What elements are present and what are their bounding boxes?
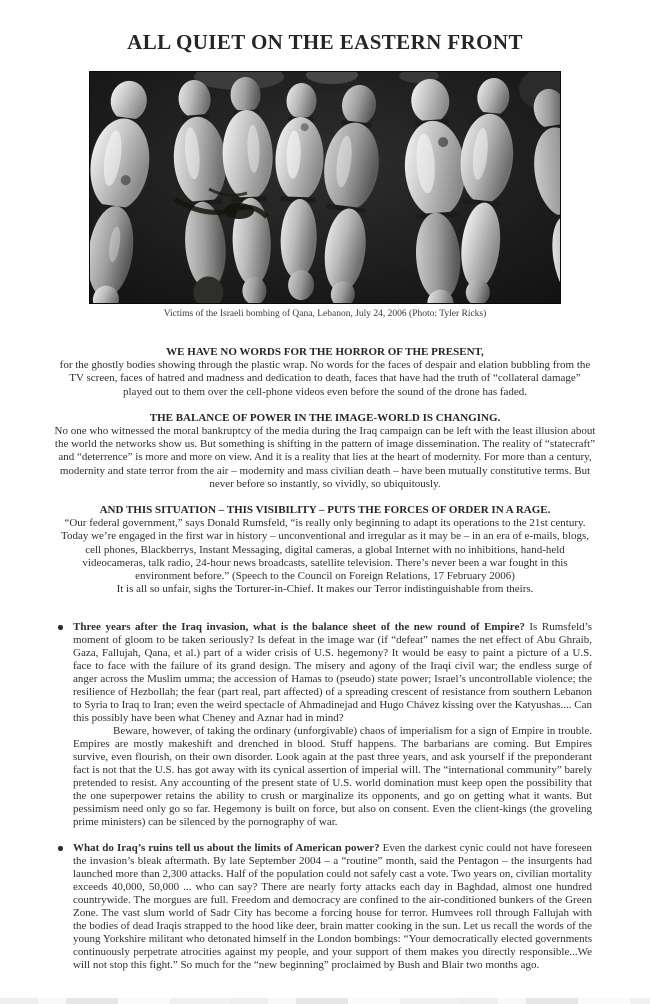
bullet-item-iraq-ruins <box>58 842 592 972</box>
bullet-text-block <box>73 842 592 972</box>
bullet-paragraph <box>73 842 592 972</box>
section-balance-heading: THE BALANCE OF POWER IN THE IMAGE-WORLD IS CHANGING. <box>149 411 501 424</box>
section-forces-heading: AND THIS SITUATION – THIS VISIBILITY – PUTS THE FORCES OF ORDER IN A RAGE. <box>99 504 551 517</box>
bullet-lead: Three years after the Iraq invasion, what is the balance sheet of the new round of Empire? <box>73 621 525 634</box>
bullet-lead: What do Iraq’s ruins tell us about the limits of American power? <box>73 842 380 855</box>
bullet-list <box>58 621 592 972</box>
section-balance-of-power <box>54 412 596 491</box>
section-forces-of-order <box>54 504 596 596</box>
bullet-paragraph-2: Beware, however, of taking the ordinary (unforgivable) chaos of imperialism for a sign of Empire in trouble. Empires are mostly makeshift and drenched in blood. Stuff happens. The barbarians are coming. But Empires survive, even flourish, on their own disorder. Look again at the past three years, and ask yourself if the preponderant fact is not that the U.S. has got away with its cynical assertion of imperial will. The “international community” barely pretended to resist. Any accounting of the present state of U.S. world domination must keep open the possibility that the one superpower retains the ability to crush or marginalize its opponents, and go on getting what it wants. But pessimism need only go so far. Hegemony is built on force, but also on consent. Even the client-kings (the groveling prime ministers) can be silenced by the pornography of war. <box>73 725 592 829</box>
photo-caption: Victims of the Israeli bombing of Qana, Lebanon, July 24, 2006 (Photo: Tyler Ricks) <box>163 309 487 319</box>
page-title: ALL QUIET ON THE EASTERN FRONT <box>127 30 523 54</box>
next-page-edge <box>0 998 650 1004</box>
bullet-body: Even the darkest cynic could not have foreseen the invasion’s bleak aftermath. By late September 2004 – a “routine” month, said the Pentagon – the insurgents had launched more than 2,300 attacks. Half of the population could not safely cast a vote. Two years on, civilian mortality exceeds 40,000, 50,000 ... who can say? There are nearly forty attacks each day in Baghdad, almost one hundred countrywide. The morgues are full. Freedom and democracy are confined to the air-conditioned bunkers of the Green Zone. The vast slum world of Sadr City has become a forcing house for terror. Humvees roll through Fallujah with the bodies of dead Iraqis strapped to the hood like deer, brain matter cooking in the sun. Let us recall the words of the young Yorkshire militant who detonated himself in the London bombings: “Your democratically elected governments continuously perpetrate atrocities against my people, and your support of them makes you directly responsible...We will not stop this fight.” So much for the “new beginning” proclaimed by Bush and Blair two months ago. <box>73 842 592 972</box>
bullet-paragraph <box>73 621 592 725</box>
section-forces-body: “Our federal government,” says Donald Rumsfeld, “is really only beginning to adapt its operations to the 21st century. Today we’re engaged in the first war in history – unconventional and irregular as it may be – in an era of e-mails, blogs, cell phones, Blackberrys, Instant Messaging, digital cameras, a global Internet with no inhibitions, hand-held videocameras, talk radio, 24-hour news broadcasts, satellite television. There’s never been a war fought in this environment before.” (Speech to the Council on Foreign Relations, 17 February 2006) <box>61 517 589 583</box>
body-bags-photo <box>89 71 561 304</box>
section-balance-body: No one who witnessed the moral bankruptcy of the media during the Iraq campaign can be left with the least illusion about the world the networks show us. But something is shifting in the pattern of image dissemination. The reality of “statecraft” and “deterrence” is more and more on view. And it is a reality that lies at the heart of modernity. For more than a century, modernity and state terror from the air – modernity and mass civilian death – have been mutually constitutive terms. But never before so instantly, so vividly, so ubiquitously. <box>54 425 596 490</box>
section-no-words-heading: WE HAVE NO WORDS FOR THE HORROR OF THE PRESENT, <box>166 346 484 358</box>
bullet-text-block <box>73 621 592 829</box>
section-forces-body2: It is all so unfair, sighs the Torturer-in-Chief. It makes our Terror indistinguishable from theirs. <box>116 583 534 596</box>
bullet-body: Is Rumsfeld’s moment of gloom to be taken seriously? Is defeat in the image war (if “defeat” names the net effect of Abu Ghraib, Gaza, Fallujah, Qana, et al.) part of a wider crisis of U.S. hegemony? It would be easy to paint a picture of a U.S. face to face with the failure of its grand design. The misery and agony of the Iraqi civil war; the endless surge of anger across the Muslim umma; the accession of Hamas to (pseudo) state power; Israel’s uncontrollable violence; the resilience of Hezbollah; the fear (part real, part affected) of a spreading crescent of resistance from southern Lebanon to Syria to Iraq to Iran; even the weird spectacle of Ahmadinejad and Hugo Chávez kissing over the Katyushas.... Can this possibly have been what Cheney and Aznar had in mind? <box>73 621 592 725</box>
section-no-words-body: for the ghostly bodies showing through the plastic wrap. No words for the faces of despair and elation bubbling from the TV screen, faces of hatred and madness and dedication to death, faces that have had the truth of “collateral damage” played out to them over the cell-phone videos even before the sound of the drone has faded. <box>59 359 591 398</box>
section-no-words <box>54 346 596 399</box>
bullet-item-empire-balance-sheet <box>58 621 592 829</box>
bullet-icon <box>58 621 73 829</box>
photo-figure <box>89 71 561 320</box>
bullet-icon <box>58 842 73 972</box>
